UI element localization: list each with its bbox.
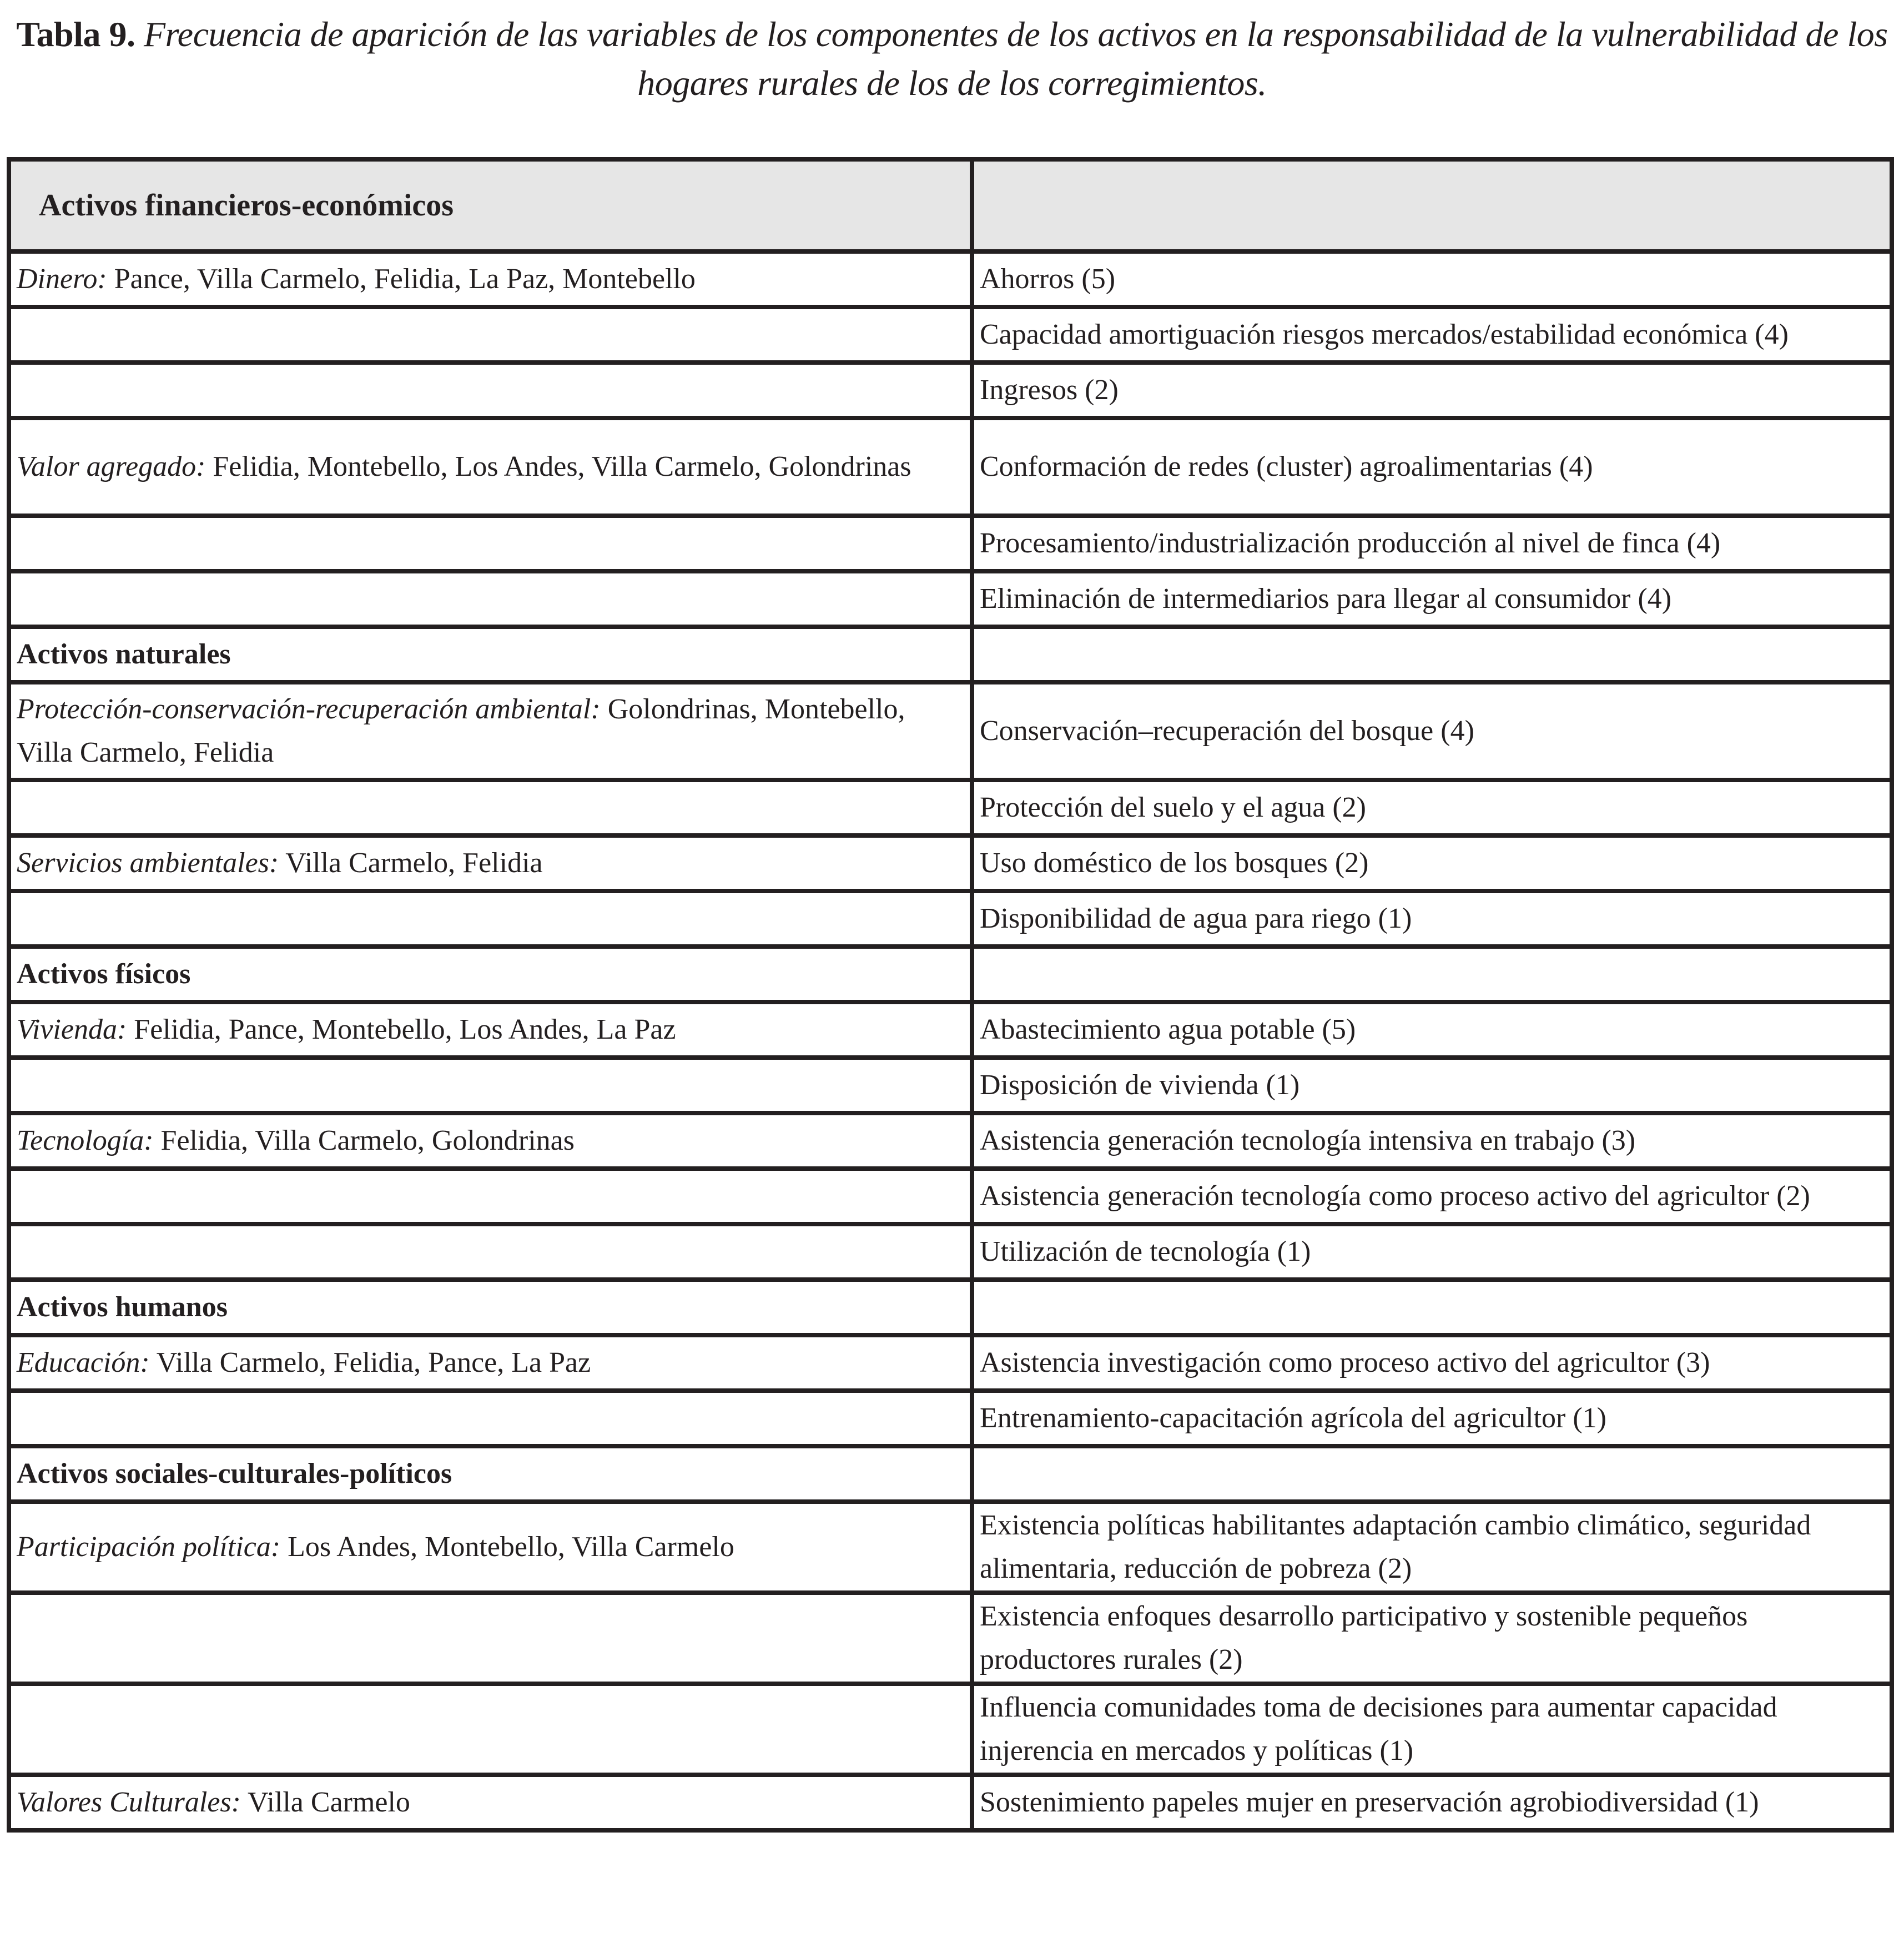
variable-name: Protección-conservación-recuperación ambiental: (17, 693, 601, 725)
table-row (9, 516, 1892, 571)
table-row (9, 780, 1892, 835)
item-cell: Asistencia generación tecnología como proceso activo del agricultor (2) (972, 1169, 1892, 1224)
variable-cell (9, 1502, 972, 1593)
table-label: Tabla 9. (16, 14, 135, 54)
item-cell: Ahorros (5) (972, 251, 1892, 307)
variable-cell (9, 1058, 972, 1113)
table-row (9, 1169, 1892, 1224)
variable-cell (9, 363, 972, 418)
variable-cell (9, 891, 972, 947)
section-row-social-cultural-political-assets (9, 1446, 1892, 1502)
variable-places: Felidia, Pance, Montebello, Los Andes, La Paz (127, 1014, 676, 1045)
table-row (9, 251, 1892, 307)
table-title: Frecuencia de aparición de las variables de los componentes de los activos en la responsabilidad de la vulnerabilidad de los hogares rurales de los de los corregimientos. (144, 14, 1888, 103)
variable-name: Vivienda: (17, 1014, 127, 1045)
item-cell: Asistencia investigación como proceso activo del agricultor (3) (972, 1335, 1892, 1391)
variable-cell (9, 1224, 972, 1280)
item-cell: Capacidad amortiguación riesgos mercados/estabilidad económica (4) (972, 307, 1892, 363)
variable-name: Educación: (17, 1347, 150, 1378)
item-cell: Existencia políticas habilitantes adaptación cambio climático, seguridad alimentaria, reducción de pobreza (2) (972, 1502, 1892, 1593)
variable-cell (9, 1335, 972, 1391)
variable-cell (9, 835, 972, 891)
table-row (9, 891, 1892, 947)
variable-name: Valor agregado: (17, 451, 206, 482)
table-row (9, 1391, 1892, 1446)
header-cell-empty (972, 159, 1892, 251)
variable-name: Tecnología: (17, 1125, 154, 1156)
table-row (9, 682, 1892, 780)
table-row (9, 1002, 1892, 1058)
variable-cell (9, 682, 972, 780)
item-cell: Existencia enfoques desarrollo participativo y sostenible pequeños productores rurales (2) (972, 1593, 1892, 1684)
item-cell: Disposición de vivienda (1) (972, 1058, 1892, 1113)
table-row (9, 1775, 1892, 1830)
item-cell: Disponibilidad de agua para riego (1) (972, 891, 1892, 947)
table-row (9, 1113, 1892, 1169)
item-cell: Utilización de tecnología (1) (972, 1224, 1892, 1280)
table-row (9, 1224, 1892, 1280)
table-row (9, 1684, 1892, 1775)
item-cell: Influencia comunidades toma de decisiones para aumentar capacidad injerencia en mercados y políticas (1) (972, 1684, 1892, 1775)
variable-cell (9, 516, 972, 571)
section-row-human-assets (9, 1280, 1892, 1335)
variable-cell (9, 1684, 972, 1775)
section-heading: Activos humanos (9, 1280, 972, 1335)
table-row (9, 835, 1892, 891)
variable-name: Servicios ambientales: (17, 847, 279, 879)
variable-cell (9, 571, 972, 627)
variable-places: Los Andes, Montebello, Villa Carmelo (280, 1531, 734, 1563)
item-cell: Protección del suelo y el agua (2) (972, 780, 1892, 835)
item-cell: Eliminación de intermediarios para llegar al consumidor (4) (972, 571, 1892, 627)
section-row-natural-assets (9, 627, 1892, 682)
table-row (9, 307, 1892, 363)
assets-frequency-table (7, 157, 1894, 1833)
variable-cell (9, 1593, 972, 1684)
variable-places: Felidia, Montebello, Los Andes, Villa Carmelo, Golondrinas (205, 451, 911, 482)
item-cell-empty (972, 627, 1892, 682)
table-row (9, 1058, 1892, 1113)
variable-places: Villa Carmelo (240, 1786, 410, 1818)
variable-cell (9, 1002, 972, 1058)
item-cell-empty (972, 1446, 1892, 1502)
section-heading: Activos físicos (9, 947, 972, 1002)
variable-places: Villa Carmelo, Felidia (279, 847, 543, 879)
variable-name: Dinero: (17, 263, 107, 295)
item-cell-empty (972, 947, 1892, 1002)
variable-name: Participación política: (17, 1531, 281, 1563)
table-row (9, 418, 1892, 516)
table-row (9, 571, 1892, 627)
variable-places: Villa Carmelo, Felidia, Pance, La Paz (149, 1347, 591, 1378)
table-row (9, 1335, 1892, 1391)
item-cell: Uso doméstico de los bosques (2) (972, 835, 1892, 891)
table-row (9, 1593, 1892, 1684)
table-row (9, 363, 1892, 418)
variable-cell (9, 307, 972, 363)
item-cell: Sostenimiento papeles mujer en preservación agrobiodiversidad (1) (972, 1775, 1892, 1830)
variable-name: Valores Culturales: (17, 1786, 241, 1818)
variable-cell (9, 418, 972, 516)
variable-cell (9, 1775, 972, 1830)
variable-places: Golondrinas, Montebello, Villa Carmelo, Felidia (17, 693, 905, 768)
variable-places: Pance, Villa Carmelo, Felidia, La Paz, Montebello (107, 263, 696, 295)
variable-cell (9, 780, 972, 835)
item-cell: Procesamiento/industrialización producción al nivel de finca (4) (972, 516, 1892, 571)
table-row (9, 1502, 1892, 1593)
item-cell-empty (972, 1280, 1892, 1335)
item-cell: Ingresos (2) (972, 363, 1892, 418)
variable-cell (9, 1169, 972, 1224)
item-cell: Conservación–recuperación del bosque (4) (972, 682, 1892, 780)
item-cell: Entrenamiento-capacitación agrícola del agricultor (1) (972, 1391, 1892, 1446)
table-header-row (9, 159, 1892, 251)
section-row-physical-assets (9, 947, 1892, 1002)
item-cell: Asistencia generación tecnología intensiva en trabajo (3) (972, 1113, 1892, 1169)
table-caption (0, 10, 1904, 108)
variable-cell (9, 1391, 972, 1446)
header-cell-financial-assets: Activos financieros-económicos (9, 159, 972, 251)
variable-places: Felidia, Villa Carmelo, Golondrinas (153, 1125, 575, 1156)
variable-cell (9, 1113, 972, 1169)
section-heading: Activos sociales-culturales-políticos (9, 1446, 972, 1502)
item-cell: Abastecimiento agua potable (5) (972, 1002, 1892, 1058)
variable-cell (9, 251, 972, 307)
section-heading: Activos naturales (9, 627, 972, 682)
item-cell: Conformación de redes (cluster) agroalimentarias (4) (972, 418, 1892, 516)
